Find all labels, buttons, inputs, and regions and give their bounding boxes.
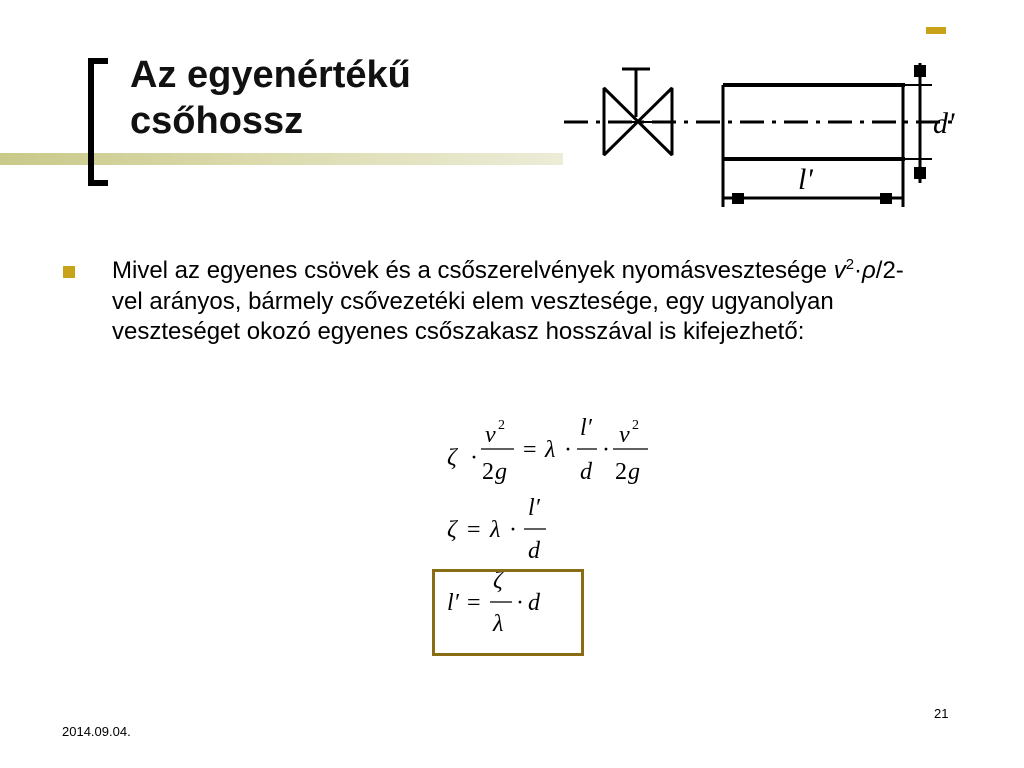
bullet-marker xyxy=(63,266,75,278)
result-highlight-box xyxy=(432,569,584,656)
svg-text:2: 2 xyxy=(632,418,639,433)
slide-title xyxy=(130,52,411,144)
svg-text:λ: λ xyxy=(490,517,501,543)
svg-text:2: 2 xyxy=(615,459,627,485)
d-arrow-top xyxy=(914,65,926,77)
svg-text:·: · xyxy=(470,445,478,471)
svg-text:d: d xyxy=(528,538,540,564)
footer-date: 2014.09.04. xyxy=(62,724,131,739)
l-arrow-right xyxy=(880,193,892,204)
page-number: 21 xyxy=(934,706,949,721)
formula-equivalence xyxy=(447,415,648,485)
svg-text:d: d xyxy=(528,590,540,616)
d-label: d' xyxy=(933,107,955,140)
svg-text:l′: l′ xyxy=(528,495,540,521)
svg-text:d: d xyxy=(580,459,592,485)
svg-text:g: g xyxy=(628,459,640,485)
svg-text:l′: l′ xyxy=(447,590,459,616)
svg-text:ζ: ζ xyxy=(447,517,457,543)
title-underline-bar xyxy=(0,153,563,165)
svg-text:ζ: ζ xyxy=(447,445,457,471)
svg-text:=: = xyxy=(523,437,537,463)
valve-pipe-diagram xyxy=(560,55,960,215)
svg-text:·: · xyxy=(516,590,524,616)
title-line-1: Az egyenértékű xyxy=(130,54,411,96)
svg-text:·: · xyxy=(509,517,517,543)
svg-text:ζ: ζ xyxy=(493,568,503,594)
svg-text:g: g xyxy=(495,459,507,485)
l-label: l' xyxy=(798,163,813,196)
bullet-text: Mivel az egyenes csövek és a csőszerelvények nyomásvesztesége $v^2\cdot\rho/2$-vel arányos, bármely csővezetéki elem vesztesége, egy ugyanolyan veszteséget okozó egyenes csőszakasz hosszával is kifejezhető: xyxy=(112,256,904,345)
svg-text:·: · xyxy=(564,437,572,463)
corner-accent-mark xyxy=(926,27,946,34)
svg-text:λ: λ xyxy=(545,437,556,463)
svg-text:v: v xyxy=(619,422,630,448)
title-line-2: csőhossz xyxy=(130,100,304,142)
svg-text:2: 2 xyxy=(498,418,505,433)
svg-text:=: = xyxy=(467,517,481,543)
formula-zeta xyxy=(447,495,546,564)
title-bracket xyxy=(88,58,108,186)
l-arrow-left xyxy=(732,193,744,204)
svg-text:l′: l′ xyxy=(580,415,592,441)
svg-text:v: v xyxy=(485,422,496,448)
svg-text:2: 2 xyxy=(482,459,494,485)
svg-text:λ: λ xyxy=(493,611,504,637)
d-arrow-bottom xyxy=(914,167,926,179)
svg-text:·: · xyxy=(602,437,610,463)
svg-text:=: = xyxy=(467,590,481,616)
